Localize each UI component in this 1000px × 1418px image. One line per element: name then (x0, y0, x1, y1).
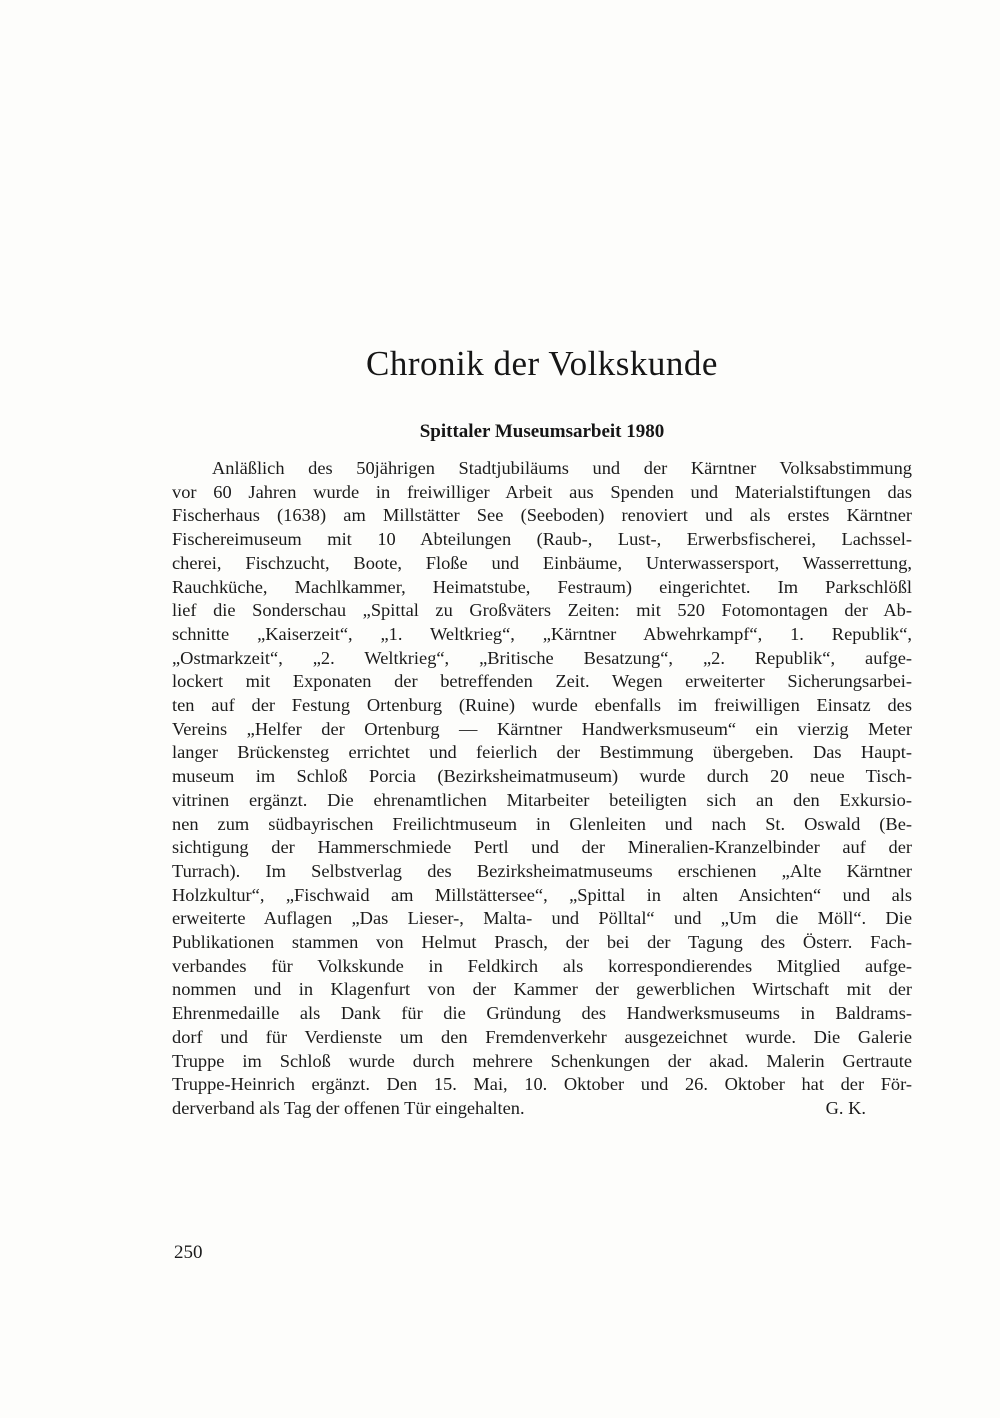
text-line: vor 60 Jahren wurde in freiwilliger Arbeit aus Spenden und Materialstiftungen das (172, 481, 912, 502)
text-line: Vereins „Helfer der Ortenburg — Kärntner Handwerksmuseum“ ein vierzig Meter (172, 718, 912, 739)
text-line: schnitte „Kaiserzeit“, „1. Weltkrieg“, „Kärntner Abwehrkampf“, 1. Republik“, (172, 623, 912, 644)
text-line: Holzkultur“, „Fischwaid am Millstättersee“, „Spittal in alten Ansichten“ und als (172, 884, 912, 905)
text-line: vitrinen ergänzt. Die ehrenamtlichen Mitarbeiter beteiligten sich an den Exkursio- (172, 789, 912, 810)
text-line: Truppe-Heinrich ergänzt. Den 15. Mai, 10. Oktober und 26. Oktober hat der För- (172, 1074, 912, 1095)
text-line: erweiterte Auflagen „Das Lieser-, Malta- und Pölltal“ und „Um die Möll“. Die (172, 908, 912, 929)
text-line: lockert mit Exponaten der betreffenden Zeit. Wegen erweiterter Sicherungsarbei- (172, 671, 912, 692)
text-line-last (172, 1097, 912, 1121)
text-line: „Ostmarkzeit“, „2. Weltkrieg“, „Britische Besatzung“, „2. Republik“, aufge- (172, 647, 912, 668)
text-line: langer Brückensteg errichtet und feierlich der Bestimmung übergeben. Das Haupt- (172, 742, 912, 763)
last-line-text: derverband als Tag der offenen Tür eingehalten. (172, 1097, 525, 1118)
text-line: verbandes für Volkskunde in Feldkirch als korrespondierendes Mitglied aufge- (172, 955, 912, 976)
author-initials: G. K. (825, 1097, 866, 1118)
text-line: Ehrenmedaille als Dank für die Gründung des Handwerksmuseums in Baldrams- (172, 1003, 912, 1024)
text-line: Fischerhaus (1638) am Millstätter See (Seeboden) renoviert und als erstes Kärntner (172, 505, 912, 526)
text-line: Turrach). Im Selbstverlag des Bezirksheimatmuseums erschienen „Alte Kärntner (172, 860, 912, 881)
text-line: ten auf der Festung Ortenburg (Ruine) wurde ebenfalls im freiwilligen Einsatz des (172, 695, 912, 716)
text-line: lief die Sonderschau „Spittal zu Großväters Zeiten: mit 520 Fotomontagen der Ab- (172, 600, 912, 621)
text-line: museum im Schloß Porcia (Bezirksheimatmuseum) wurde durch 20 neue Tisch- (172, 766, 912, 787)
text-line: Rauchküche, Machlkammer, Heimatstube, Festraum) eingerichtet. Im Parkschlößl (172, 576, 912, 597)
text-line: cherei, Fischzucht, Boote, Floße und Einbäume, Unterwassersport, Wasserrettung, (172, 552, 912, 573)
text-line: sichtigung der Hammerschmiede Pertl und der Mineralien-Kranzelbinder auf der (172, 837, 912, 858)
text-line: nen zum südbayrischen Freilichtmuseum in Glenleiten und nach St. Oswald (Be- (172, 813, 912, 834)
page-number: 250 (174, 1242, 203, 1263)
text-line: dorf und für Verdienste um den Fremdenverkehr ausgezeichnet wurde. Die Galerie (172, 1026, 912, 1047)
section-heading: Spittaler Museumsarbeit 1980 (419, 421, 665, 442)
text-line: nommen und in Klagenfurt von der Kammer der gewerblichen Wirtschaft mit der (172, 979, 912, 1000)
text-line: Fischereimuseum mit 10 Abteilungen (Raub-, Lust-, Erwerbsfischerei, Lachssel- (172, 529, 912, 550)
text-line: Publikationen stammen von Helmut Prasch, der bei der Tagung des Österr. Fach- (172, 932, 912, 953)
text-line: Truppe im Schloß wurde durch mehrere Schenkungen der akad. Malerin Gertraute (172, 1050, 912, 1071)
body-text (172, 457, 912, 1121)
page-title: Chronik der Volkskunde (366, 344, 718, 383)
text-line: Anläßlich des 50jährigen Stadtjubiläums und der Kärntner Volksabstimmung (212, 458, 912, 478)
